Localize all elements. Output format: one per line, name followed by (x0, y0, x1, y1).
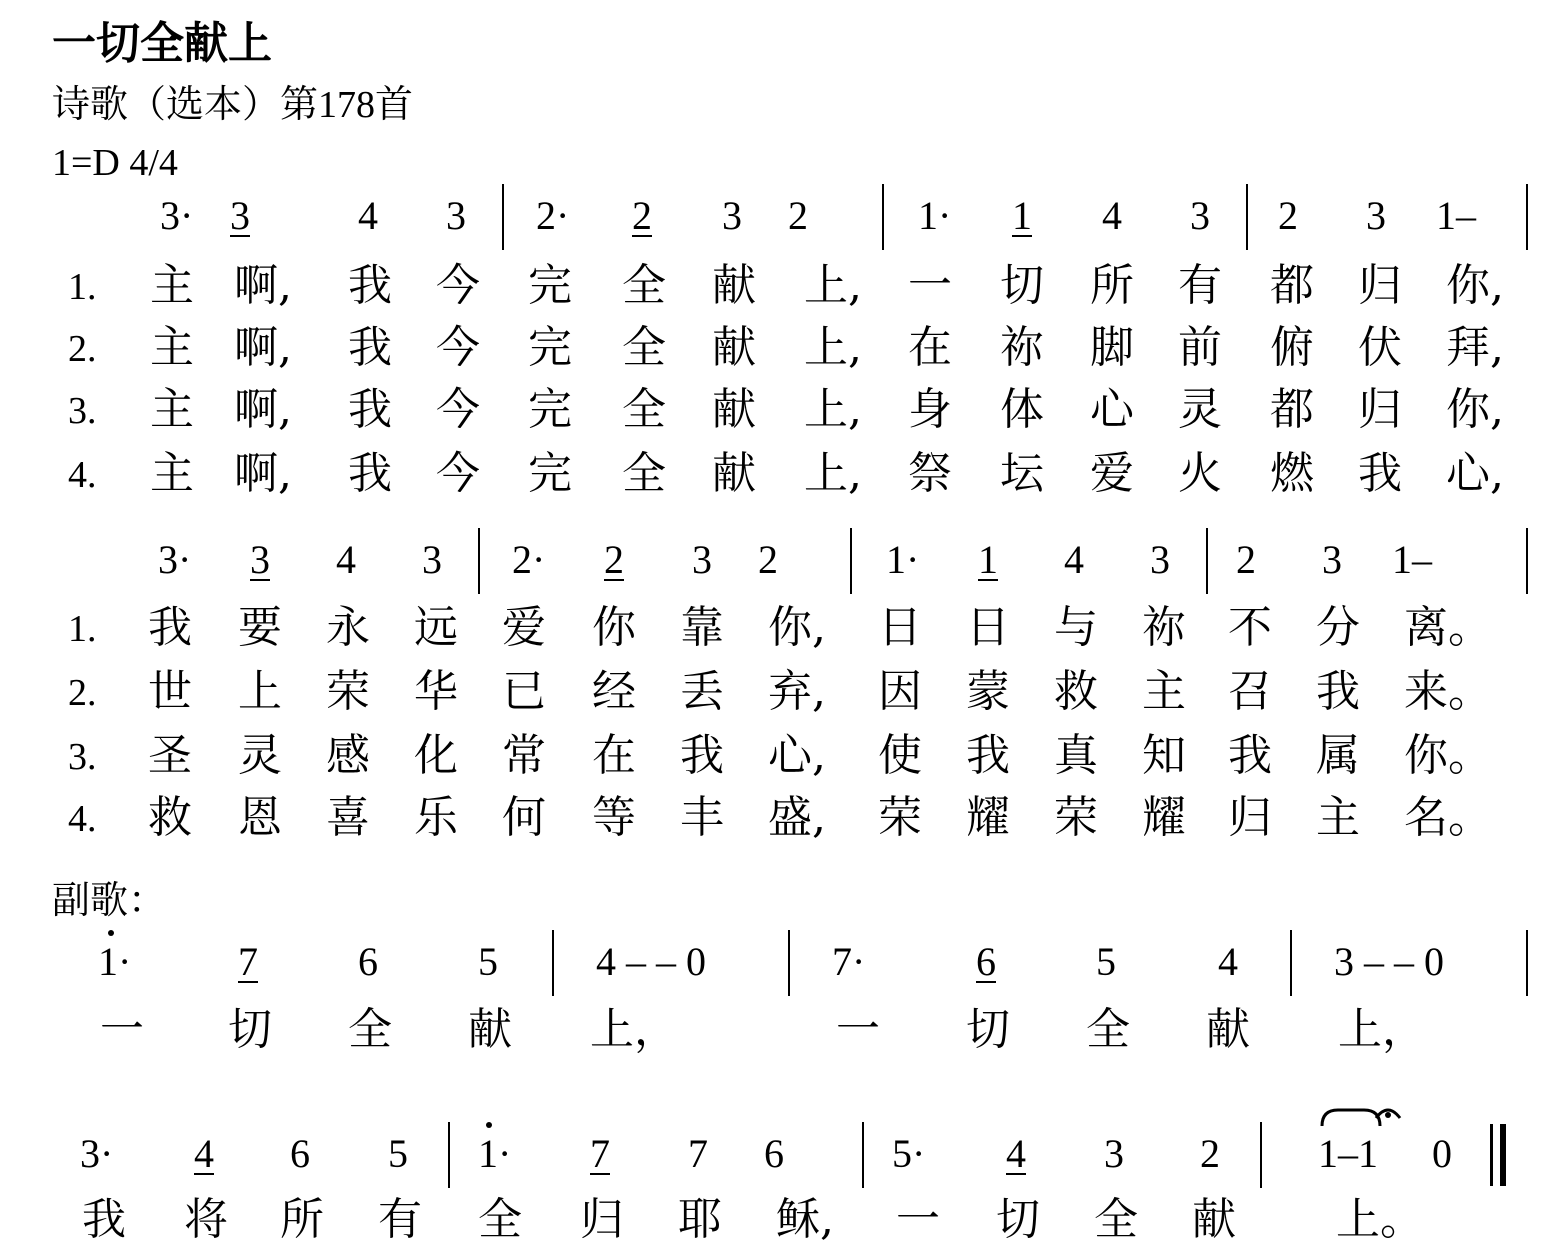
lyric-char: 一 (908, 260, 952, 311)
lyric-char: 归 (1358, 260, 1402, 311)
note: 5 (478, 939, 498, 984)
note: 3 (446, 193, 466, 238)
verse-number: 1. (68, 266, 97, 308)
note: 6 (976, 939, 996, 984)
lyric-char: 上， (590, 1004, 678, 1055)
lyric-char: 圣 (148, 730, 192, 781)
lyric-char: 啊, (234, 448, 292, 499)
note: 4 (1218, 939, 1238, 984)
lyric-char: 拜, (1446, 322, 1504, 373)
verse-number: 4. (68, 454, 97, 496)
note: 4 (194, 1131, 214, 1176)
lyric-char: 靠 (680, 602, 724, 653)
lyric-char: 耀 (966, 792, 1010, 843)
lyric-char: 你 (592, 602, 636, 653)
lyric-char: 在 (908, 322, 952, 373)
note: 5 (1096, 939, 1116, 984)
final-barline-thin (1490, 1124, 1493, 1186)
barline (552, 930, 554, 996)
lyric-char: 稣, (776, 1194, 834, 1245)
barline (882, 184, 884, 250)
note: 3· (80, 1131, 114, 1176)
lyric-char: 荣 (326, 666, 370, 717)
lyric-char: 主 (150, 448, 194, 499)
note: 1· (886, 537, 920, 582)
lyric-char: 我 (966, 730, 1010, 781)
hymnal-reference: 诗歌（选本）第178首 (52, 84, 414, 126)
lyric-char: 耶 (678, 1194, 722, 1245)
lyric-char: 我 (1228, 730, 1272, 781)
lyric-char: 今 (436, 384, 480, 435)
lyric-char: 荣 (878, 792, 922, 843)
note: 1· (918, 193, 952, 238)
final-barline-thick (1500, 1124, 1506, 1186)
lyric-char: 所 (1090, 260, 1134, 311)
barline (502, 184, 504, 250)
high-octave-dot (486, 1122, 492, 1128)
lyric-char: 上, (804, 260, 862, 311)
lyric-char: 祢 (1000, 322, 1044, 373)
lyric-char: 啊, (234, 322, 292, 373)
lyric-char: 分 (1316, 602, 1360, 653)
note: 1– (1436, 193, 1476, 238)
lyric-char: 全 (622, 260, 666, 311)
lyric-char: 上, (804, 322, 862, 373)
lyric-char: 有 (1178, 260, 1222, 311)
lyric-char: 燃 (1270, 448, 1314, 499)
lyric-char: 今 (436, 448, 480, 499)
note: 2 (604, 537, 624, 582)
lyric-char: 身 (908, 384, 952, 435)
lyric-char: 啊, (234, 260, 292, 311)
tie-and-fermata-icon (1318, 1100, 1438, 1130)
note: 1· (478, 1131, 512, 1176)
lyric-char: 切 (1000, 260, 1044, 311)
lyric-char: 将 (184, 1194, 228, 1245)
lyric-char: 日 (878, 602, 922, 653)
note: 4 (358, 193, 378, 238)
note: 4 (1006, 1131, 1026, 1176)
lyric-char: 切 (228, 1004, 272, 1055)
note: 2 (1236, 537, 1256, 582)
lyric-char: 盛, (768, 792, 826, 843)
note: 3 (692, 537, 712, 582)
lyric-char: 我 (82, 1194, 126, 1245)
note: 3 – – 0 (1334, 939, 1444, 984)
lyric-char: 爱 (502, 602, 546, 653)
lyric-char: 全 (1094, 1194, 1138, 1245)
lyric-char: 一 (100, 1004, 144, 1055)
lyric-char: 上， (1338, 1004, 1426, 1055)
lyric-char: 今 (436, 260, 480, 311)
note: 2 (758, 537, 778, 582)
note: 2 (1200, 1131, 1220, 1176)
lyric-char: 全 (622, 384, 666, 435)
lyric-char: 心, (768, 730, 826, 781)
lyric-char: 丰 (680, 792, 724, 843)
lyric-char: 祭 (908, 448, 952, 499)
lyric-char: 知 (1142, 730, 1186, 781)
note: 0 (1432, 1131, 1452, 1176)
lyric-char: 伏 (1358, 322, 1402, 373)
lyric-char: 喜 (326, 792, 370, 843)
barline (448, 1122, 450, 1188)
verse-number: 2. (68, 328, 97, 370)
lyric-char: 耀 (1142, 792, 1186, 843)
song-title: 一切全献上 (52, 18, 272, 69)
lyric-char: 主 (1142, 666, 1186, 717)
lyric-char: 主 (150, 260, 194, 311)
lyric-char: 感 (326, 730, 370, 781)
note: 4 – – 0 (596, 939, 706, 984)
lyric-char: 完 (528, 322, 572, 373)
note: 1 (1012, 193, 1032, 238)
lyric-char: 归 (580, 1194, 624, 1245)
lyric-char: 完 (528, 448, 572, 499)
lyric-char: 体 (1000, 384, 1044, 435)
lyric-char: 我 (348, 322, 392, 373)
lyric-char: 归 (1228, 792, 1272, 843)
lyric-char: 要 (238, 602, 282, 653)
lyric-char: 献 (1192, 1194, 1236, 1245)
barline (1290, 930, 1292, 996)
note: 3 (1366, 193, 1386, 238)
barline (850, 528, 852, 594)
note: 5 (388, 1131, 408, 1176)
note: 2 (788, 193, 808, 238)
note: 7 (590, 1131, 610, 1176)
note: 3 (722, 193, 742, 238)
key-time-signature: 1=D 4/4 (52, 142, 178, 184)
note: 3 (1150, 537, 1170, 582)
lyric-char: 全 (622, 448, 666, 499)
note: 6 (764, 1131, 784, 1176)
lyric-char: 火 (1178, 448, 1222, 499)
note: 3 (1190, 193, 1210, 238)
lyric-char: 献 (712, 322, 756, 373)
lyric-char: 都 (1270, 260, 1314, 311)
lyric-char: 救 (148, 792, 192, 843)
note: 4 (1102, 193, 1122, 238)
note: 2 (1278, 193, 1298, 238)
note: 1– (1392, 537, 1432, 582)
lyric-char: 与 (1054, 602, 1098, 653)
lyric-char: 我 (1316, 666, 1360, 717)
lyric-char: 上。 (1336, 1194, 1424, 1245)
note: 4 (1064, 537, 1084, 582)
note: 5· (892, 1131, 926, 1176)
lyric-char: 恩 (238, 792, 282, 843)
lyric-char: 不 (1228, 602, 1272, 653)
lyric-char: 献 (712, 384, 756, 435)
note: 7 (238, 939, 258, 984)
lyric-char: 在 (592, 730, 636, 781)
note: 1–1 (1318, 1131, 1378, 1176)
lyric-char: 有 (378, 1194, 422, 1245)
lyric-char: 离。 (1404, 602, 1492, 653)
lyric-char: 弃, (768, 666, 826, 717)
note: 3 (230, 193, 250, 238)
lyric-char: 完 (528, 384, 572, 435)
lyric-char: 远 (414, 602, 458, 653)
note: 6 (290, 1131, 310, 1176)
note: 2· (536, 193, 570, 238)
lyric-char: 心 (1090, 384, 1134, 435)
lyric-char: 化 (414, 730, 458, 781)
lyric-char: 世 (148, 666, 192, 717)
lyric-char: 献 (1206, 1004, 1250, 1055)
verse-number: 3. (68, 736, 97, 778)
lyric-char: 华 (414, 666, 458, 717)
note: 3 (250, 537, 270, 582)
note: 7 (688, 1131, 708, 1176)
lyric-char: 召 (1228, 666, 1272, 717)
lyric-char: 都 (1270, 384, 1314, 435)
note: 2 (632, 193, 652, 238)
note: 3 (1104, 1131, 1124, 1176)
lyric-char: 使 (878, 730, 922, 781)
lyric-char: 你, (1446, 384, 1504, 435)
lyric-char: 真 (1054, 730, 1098, 781)
lyric-char: 属 (1316, 730, 1360, 781)
barline (1206, 528, 1208, 594)
lyric-char: 你, (768, 602, 826, 653)
lyric-char: 啊, (234, 384, 292, 435)
lyric-char: 上, (804, 384, 862, 435)
lyric-char: 荣 (1054, 792, 1098, 843)
verse-number: 3. (68, 390, 97, 432)
lyric-char: 我 (148, 602, 192, 653)
verse-number: 2. (68, 672, 97, 714)
lyric-char: 上, (804, 448, 862, 499)
lyric-char: 俯 (1270, 322, 1314, 373)
lyric-char: 我 (1358, 448, 1402, 499)
lyric-char: 经 (592, 666, 636, 717)
lyric-char: 来。 (1404, 666, 1492, 717)
lyric-char: 心, (1446, 448, 1504, 499)
lyric-char: 永 (326, 602, 370, 653)
lyric-char: 脚 (1090, 322, 1134, 373)
lyric-char: 爱 (1090, 448, 1134, 499)
lyric-char: 我 (348, 448, 392, 499)
lyric-char: 献 (468, 1004, 512, 1055)
lyric-char: 全 (1086, 1004, 1130, 1055)
lyric-char: 完 (528, 260, 572, 311)
lyric-char: 日 (966, 602, 1010, 653)
lyric-char: 全 (622, 322, 666, 373)
note: 4 (336, 537, 356, 582)
verse-number: 1. (68, 608, 97, 650)
lyric-char: 全 (348, 1004, 392, 1055)
note: 1· (98, 939, 132, 984)
barline (1526, 528, 1528, 594)
lyric-char: 灵 (1178, 384, 1222, 435)
barline (788, 930, 790, 996)
lyric-char: 灵 (238, 730, 282, 781)
lyric-char: 今 (436, 322, 480, 373)
lyric-char: 你。 (1404, 730, 1492, 781)
barline (1260, 1122, 1262, 1188)
barline (1526, 184, 1528, 250)
lyric-char: 祢 (1142, 602, 1186, 653)
note: 7· (832, 939, 866, 984)
barline (1526, 930, 1528, 996)
lyric-char: 我 (348, 260, 392, 311)
lyric-char: 因 (878, 666, 922, 717)
lyric-char: 切 (966, 1004, 1010, 1055)
note: 1 (978, 537, 998, 582)
note: 3 (1322, 537, 1342, 582)
high-octave-dot (108, 930, 114, 936)
lyric-char: 你, (1446, 260, 1504, 311)
lyric-char: 全 (478, 1194, 522, 1245)
lyric-char: 丢 (680, 666, 724, 717)
lyric-char: 常 (502, 730, 546, 781)
lyric-char: 主 (1316, 792, 1360, 843)
lyric-char: 我 (680, 730, 724, 781)
note: 6 (358, 939, 378, 984)
barline (478, 528, 480, 594)
note: 2· (512, 537, 546, 582)
lyric-char: 何 (502, 792, 546, 843)
lyric-char: 蒙 (966, 666, 1010, 717)
lyric-char: 救 (1054, 666, 1098, 717)
lyric-char: 归 (1358, 384, 1402, 435)
lyric-char: 献 (712, 260, 756, 311)
lyric-char: 切 (996, 1194, 1040, 1245)
lyric-char: 主 (150, 322, 194, 373)
lyric-char: 我 (348, 384, 392, 435)
lyric-char: 一 (836, 1004, 880, 1055)
lyric-char: 一 (896, 1194, 940, 1245)
verse-number: 4. (68, 798, 97, 840)
lyric-char: 名。 (1404, 792, 1492, 843)
lyric-char: 等 (592, 792, 636, 843)
lyric-char: 乐 (414, 792, 458, 843)
lyric-char: 已 (502, 666, 546, 717)
chorus-label: 副歌： (52, 880, 167, 922)
lyric-char: 上 (238, 666, 282, 717)
lyric-char: 主 (150, 384, 194, 435)
note: 3· (160, 193, 194, 238)
barline (862, 1122, 864, 1188)
note: 3· (158, 537, 192, 582)
lyric-char: 所 (280, 1194, 324, 1245)
barline (1246, 184, 1248, 250)
lyric-char: 坛 (1000, 448, 1044, 499)
lyric-char: 前 (1178, 322, 1222, 373)
note: 3 (422, 537, 442, 582)
lyric-char: 献 (712, 448, 756, 499)
